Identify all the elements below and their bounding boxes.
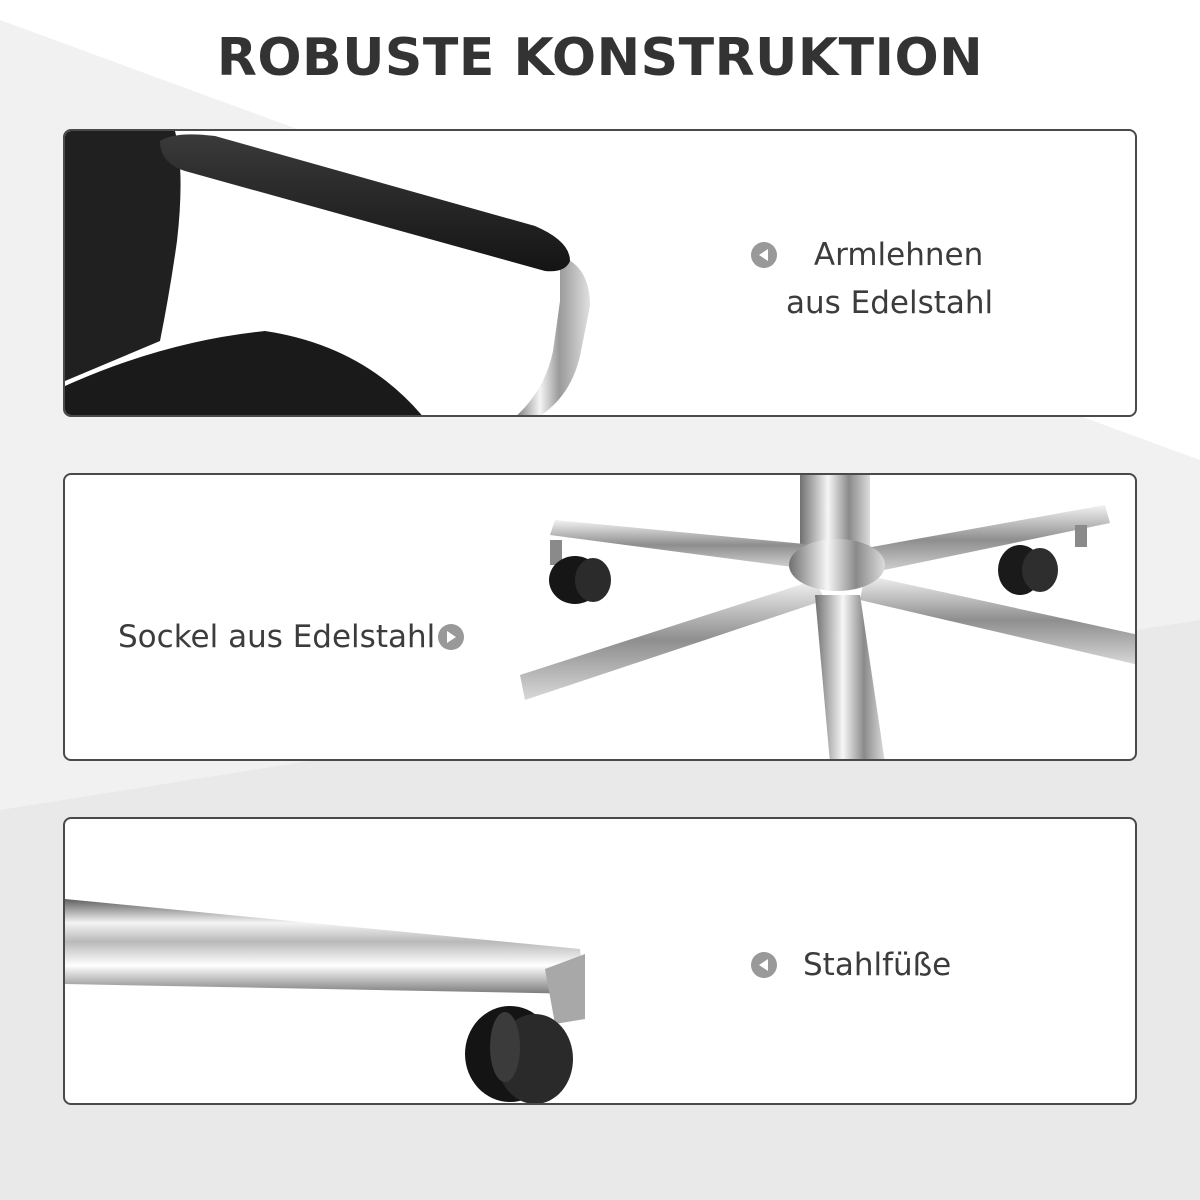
caption-base [118, 613, 435, 661]
arrow-left-circle-icon [750, 951, 778, 979]
base-photo [515, 475, 1137, 761]
page-title: ROBUSTE KONSTRUKTION [216, 28, 984, 88]
arrow-left-circle-icon [750, 241, 778, 269]
caption-armrest-line-1: Armlehnen [813, 237, 984, 273]
caption-legs [803, 941, 951, 989]
armrest-photo [65, 131, 625, 417]
feature-panel-armrest [63, 129, 1137, 417]
caption-legs-line-1: Stahlfüße [803, 947, 952, 983]
feature-panel-legs [63, 817, 1137, 1105]
caption-armrest-line-2: aus Edelstahl [786, 285, 994, 321]
caption-armrest [786, 231, 994, 327]
feature-panel-base [63, 473, 1137, 761]
caster-leg-photo [65, 819, 625, 1105]
caption-base-line-1: Sockel aus Edelstahl [118, 619, 436, 655]
arrow-right-circle-icon [437, 623, 465, 651]
